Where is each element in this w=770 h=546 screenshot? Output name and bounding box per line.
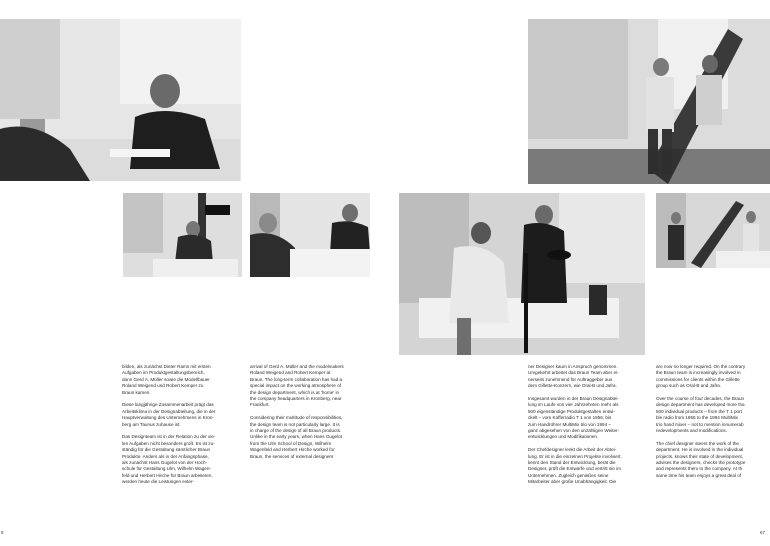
photo-drafting-room bbox=[528, 19, 770, 184]
photo-man-at-desk-lamp bbox=[123, 193, 242, 277]
photo-icon bbox=[399, 193, 645, 355]
paragraph: bilden, als zunächst Dieter Rams mit ersten Aufgaben im Produktgestaltungsbereich, dann Gerd A. Müller sowie die Modellbauer Roland Weigend und Robert Kemper zu Braun kamen. bbox=[122, 364, 211, 395]
photo-icon bbox=[123, 193, 242, 277]
paragraph: arrival of Gerd A. Müller and the modelmakers Roland Weigend and Robert Kemper at Braun. The long-term collaboration has had a special impact on the working atmosphere of the design department, which is at 'home' in the company headquarters in Kronberg, near Frankfurt. bbox=[250, 364, 344, 408]
paragraph: Considering their multitude of responsibilities, the design team is not particularly large. It is in charge of the design of all Braun products. Unlike in the early years, when Hans Gugelot from the Ulm School of Design, Wilhelm Wagenfeld and Herbert Hirche worked for Braun, the services of external designers bbox=[250, 415, 343, 459]
photo-icon bbox=[250, 193, 370, 277]
photo-icon bbox=[0, 19, 241, 181]
paragraph: The chief designer steers the work of the department. He is involved in the individual projects, knows their state of development, advises the designers, checks the prototype and represents them to the company. At th same time his team enjoys a great deal of bbox=[656, 440, 746, 478]
paragraph: Das Designteam ist in der Relation zu der vie- len Aufgaben nicht besonders groß. Es ist zu- ständig für die Gestaltung sämtlicher Braun Produkte. Anders als in der Anfangsphase, als zunächst Hans Gugelot von der Hoch- schule für Gestaltung Ulm, Wilhelm Wagen- feld und Herbert Hirche für Braun arbeiteten, werden heute die Leistungen exter- bbox=[122, 434, 216, 485]
photo-two-men-talking bbox=[250, 193, 370, 277]
paragraph: Der Chefdesigner lenkt die Arbeit der Abtei- lung. Er ist in die einzelnen Projekte involviert, kennt den Stand der Entwicklung, berät die Designer, prüft die Entwürfe und vertritt sie im Unternehmen. Zugleich genießen seine Mitarbeiter aber große Unabhängigkeit. Die bbox=[528, 447, 622, 485]
paragraph: ner Designer kaum in Anspruch genommen. Umgekehrt arbeitet das Braun Team aber ei- nerseits zunehmend für Auftraggeber aus dem Gillette-Konzern, wie Oral-B und Jafra. bbox=[528, 364, 619, 389]
page-number-right: 67 bbox=[760, 530, 766, 535]
paragraph: Diese langjährige Zusammenarbeit prägt das Arbeitsklima in der Designabteilung, die in der Hauptverwaltung des Unternehmens in Kron- berg am Taunus zuhause ist. bbox=[122, 402, 216, 427]
right-page-german-column bbox=[528, 364, 650, 492]
paragraph: Insgesamt wurden in der Braun Designabtei- lung im Laufe von vier Jahrzehnten mehr als 500 eigenständige Produktgestalten entwi- ckelt – vom Kofferradio T 1 von 1956, bis zum Handrührer MultiMix trio von 1994 – ganz abgesehen von den unzähligen Weiter- entwicklungen und Modifikationen. bbox=[528, 396, 620, 440]
photo-interview-at-desk bbox=[0, 19, 241, 181]
left-page-german-column bbox=[122, 364, 244, 492]
paragraph: are now no longer required. On the contrary the Braun team is increasingly involved in commissions for clients within the Gillette group such as Oral-B and Jafra. bbox=[656, 364, 746, 389]
photo-icon bbox=[528, 19, 770, 184]
right-page-english-column bbox=[656, 364, 768, 486]
photo-icon bbox=[656, 193, 770, 268]
page-number-left: 6 bbox=[1, 530, 4, 535]
photo-team-at-drafting-board bbox=[656, 193, 770, 268]
photo-designers-at-table bbox=[399, 193, 645, 355]
left-page-english-column bbox=[250, 364, 372, 466]
paragraph: Over the course of four decades, the Braun design department has developed more tha 500 individual products – from the T 1 port ble radio from 1956 to the 1994 MultiMix trio hand mixer – not to mention innumerab redevelopments and modifications. bbox=[656, 396, 745, 434]
